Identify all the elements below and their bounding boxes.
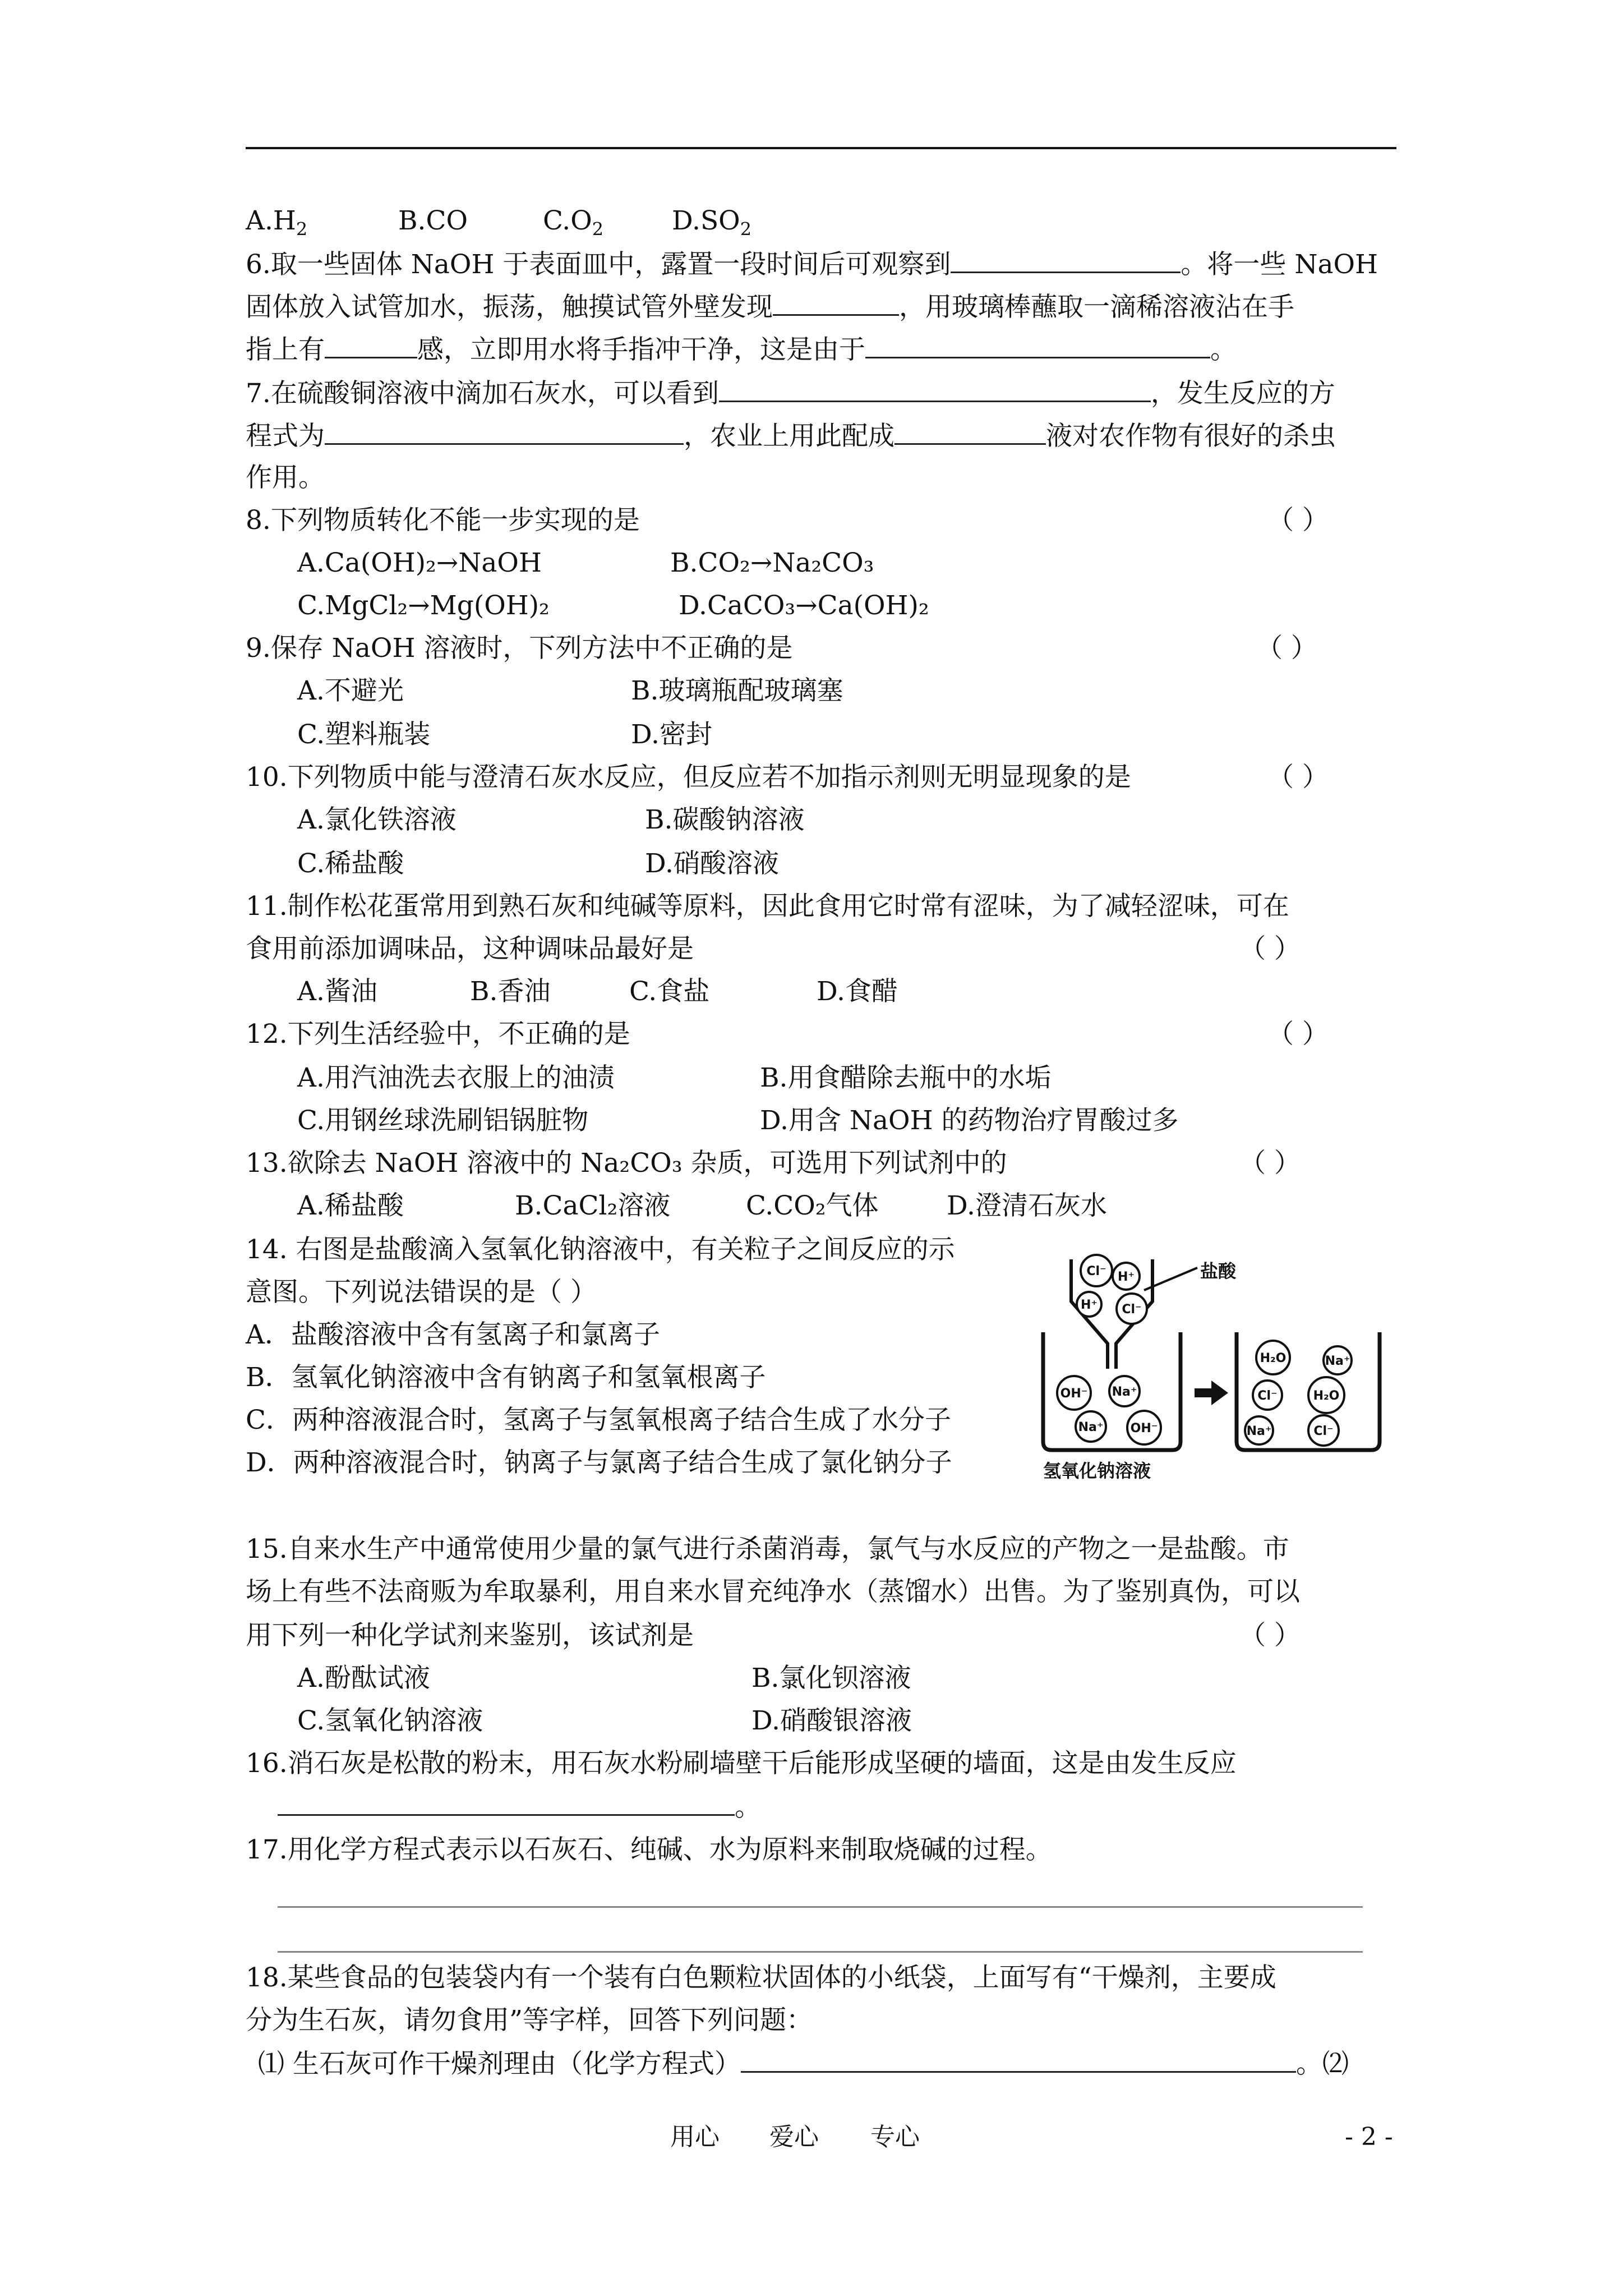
footer-motto-1: 用心 — [670, 2123, 720, 2151]
q17-line-1: 17.用化学方程式表示以石灰石、纯碱、水为原料来制取烧碱的过程。 — [246, 1834, 1052, 1865]
q15-answer-paren: （ ） — [1239, 1620, 1301, 1651]
q6-line-1: 6.取一些固体 NaOH 于表面皿中，露置一段时间后可观察到 。将一些 NaOH — [246, 246, 1378, 283]
ion-cl-1: Cl⁻ — [1086, 1264, 1106, 1278]
q11-option-c: C.食盐 — [629, 976, 710, 1007]
q13-answer-paren: （ ） — [1239, 1148, 1301, 1179]
q11-option-b: B.香油 — [470, 976, 551, 1007]
q17-answer-line-1 — [278, 1906, 1363, 1908]
q11-line-2: 食用前添加调味品，这种调味品最好是 — [246, 933, 694, 964]
ion-na-3: Na⁺ — [1325, 1354, 1350, 1368]
q15-option-b: B.氯化钡溶液 — [751, 1663, 911, 1694]
q17-answer-line-2 — [278, 1951, 1363, 1953]
q12-option-b: B.用食醋除去瓶中的水垢 — [760, 1062, 1052, 1093]
page-number: - 2 - — [1345, 2123, 1393, 2151]
reaction-diagram — [1032, 1248, 1396, 1484]
q14-option-d: D．两种溶液混合时，钠离子与氯离子结合生成了氯化钠分子 — [246, 1447, 952, 1478]
q8-answer-paren: （ ） — [1267, 505, 1329, 536]
q8-option-c: C.MgCl₂→Mg(OH)₂ — [297, 590, 550, 621]
q14-option-c: C．两种溶液混合时，氢离子与氢氧根离子结合生成了水分子 — [246, 1405, 951, 1435]
ion-cl-2: Cl⁻ — [1122, 1303, 1142, 1317]
q8-option-a: A.Ca(OH)₂→NaOH — [297, 547, 542, 578]
molecule-h2o-2: H₂O — [1313, 1389, 1340, 1403]
q16-line-2: 。 — [278, 1788, 761, 1825]
q8-stem: 8.下列物质转化不能一步实现的是 — [246, 505, 640, 536]
q5-option-d: $D.SO_2$ — [672, 205, 752, 240]
q6-line-2: 固体放入试管加水，振荡，触摸试管外壁发现 ，用玻璃棒蘸取一滴稀溶液沾在手 — [246, 288, 1294, 325]
q8-option-d: D.CaCO₃→Ca(OH)₂ — [679, 590, 929, 621]
q11-line-1: 11.制作松花蛋常用到熟石灰和纯碱等原料，因此食用它时常有涩味，为了减轻涩味，可在 — [246, 891, 1289, 922]
q13-option-b: B.CaCl₂溶液 — [515, 1190, 671, 1221]
q10-option-a: A.氯化铁溶液 — [297, 804, 457, 835]
q9-option-a: A.不避光 — [297, 675, 404, 706]
q15-option-c: C.氢氧化钠溶液 — [297, 1705, 483, 1736]
q14-option-b: B．氢氧化钠溶液中含有钠离子和氢氧根离子 — [246, 1362, 766, 1393]
q15-option-d: D.硝酸银溶液 — [751, 1705, 912, 1736]
acid-label: 盐酸 — [1200, 1260, 1237, 1282]
q12-option-a: A.用汽油洗去衣服上的油渍 — [297, 1062, 615, 1093]
q5-option-b: B.CO — [398, 205, 468, 236]
q11-answer-paren: （ ） — [1239, 933, 1301, 964]
q10-option-c: C.稀盐酸 — [297, 848, 404, 879]
q13-stem: 13.欲除去 NaOH 溶液中的 Na₂CO₃ 杂质，可选用下列试剂中的 — [246, 1148, 1007, 1179]
ion-cl-3: Cl⁻ — [1257, 1389, 1278, 1403]
q9-stem: 9.保存 NaOH 溶液时，下列方法中不正确的是 — [246, 633, 793, 664]
ion-oh-2: OH⁻ — [1130, 1421, 1158, 1435]
ion-oh-1: OH⁻ — [1060, 1387, 1088, 1401]
q18-line-1: 18.某些食品的包装袋内有一个装有白色颗粒状固体的小纸袋，上面写有“干燥剂，主要成 — [246, 1962, 1276, 1993]
q5-option-a: $A.H_2$ — [246, 205, 308, 240]
q9-option-b: B.玻璃瓶配玻璃塞 — [631, 675, 843, 706]
q5-option-c: $C.O_2$ — [543, 205, 604, 240]
ion-cl-4: Cl⁻ — [1313, 1424, 1334, 1438]
base-label: 氢氧化钠溶液 — [1043, 1460, 1151, 1481]
q15-line-3: 用下列一种化学试剂来鉴别，该试剂是 — [246, 1620, 694, 1651]
q12-stem: 12.下列生活经验中，不正确的是 — [246, 1019, 630, 1050]
ion-na-1: Na⁺ — [1112, 1385, 1137, 1399]
molecule-h2o-1: H₂O — [1260, 1351, 1287, 1365]
q9-option-c: C.塑料瓶装 — [297, 719, 431, 750]
q10-answer-paren: （ ） — [1267, 762, 1329, 793]
q12-option-d: D.用含 NaOH 的药物治疗胃酸过多 — [760, 1105, 1179, 1136]
q15-option-a: A.酚酞试液 — [297, 1663, 430, 1694]
ion-na-4: Na⁺ — [1246, 1424, 1272, 1438]
q18-line-3: ⑴ 生石灰可作干燥剂理由（化学方程式） 。⑵ — [258, 2045, 1349, 2082]
q14-option-a: A．盐酸溶液中含有氢离子和氯离子 — [246, 1319, 660, 1350]
q12-answer-paren: （ ） — [1267, 1019, 1329, 1050]
q9-answer-paren: （ ） — [1256, 633, 1317, 664]
ion-h-2: H⁺ — [1080, 1298, 1098, 1312]
q18-line-2: 分为生石灰，请勿食用”等字样，回答下列问题： — [246, 2005, 813, 2036]
q6-line-3: 指上有 感，立即用水将手指冲干净，这是由于 。 — [246, 331, 1237, 368]
ion-h-1: H⁺ — [1117, 1270, 1135, 1284]
q7-line-1: 7.在硫酸铜溶液中滴加石灰水，可以看到 ，发生反应的方 — [246, 375, 1335, 412]
q10-option-b: B.碳酸钠溶液 — [645, 804, 805, 835]
q13-option-a: A.稀盐酸 — [297, 1190, 404, 1221]
q10-option-d: D.硝酸溶液 — [645, 848, 779, 879]
footer-motto-2: 爱心 — [769, 2123, 819, 2151]
footer-motto-3: 专心 — [870, 2123, 920, 2151]
q15-line-2: 场上有些不法商贩为牟取暴利，用自来水冒充纯净水（蒸馏水）出售。为了鉴别真伪，可以 — [246, 1576, 1300, 1607]
q11-option-a: A.酱油 — [297, 976, 377, 1007]
q12-option-c: C.用钢丝球洗刷铝锅脏物 — [297, 1105, 589, 1136]
q14-line-1: 14. 右图是盐酸滴入氢氧化钠溶液中，有关粒子之间反应的示 — [246, 1234, 955, 1265]
q7-line-2: 程式为 ，农业上用此配成 液对农作物有很好的杀虫 — [246, 417, 1336, 454]
q11-option-d: D.食醋 — [817, 976, 898, 1007]
q13-option-c: C.CO₂气体 — [746, 1190, 879, 1221]
ion-na-2: Na⁺ — [1078, 1420, 1104, 1434]
q15-line-1: 15.自来水生产中通常使用少量的氯气进行杀菌消毒，氯气与水反应的产物之一是盐酸。市 — [246, 1534, 1289, 1565]
header-rule — [246, 147, 1396, 149]
q13-option-d: D.澄清石灰水 — [947, 1190, 1107, 1221]
q8-option-b: B.CO₂→Na₂CO₃ — [670, 547, 874, 578]
q10-stem: 10.下列物质中能与澄清石灰水反应，但反应若不加指示剂则无明显现象的是 — [246, 762, 1131, 793]
q7-line-3: 作用。 — [246, 462, 325, 493]
q14-line-2: 意图。下列说法错误的是（ ） — [246, 1277, 597, 1308]
q9-option-d: D.密封 — [631, 719, 712, 750]
q16-line-1: 16.消石灰是松散的粉末，用石灰水粉刷墙壁干后能形成坚硬的墙面，这是由发生反应 — [246, 1748, 1237, 1779]
arrow-icon — [1195, 1381, 1228, 1405]
